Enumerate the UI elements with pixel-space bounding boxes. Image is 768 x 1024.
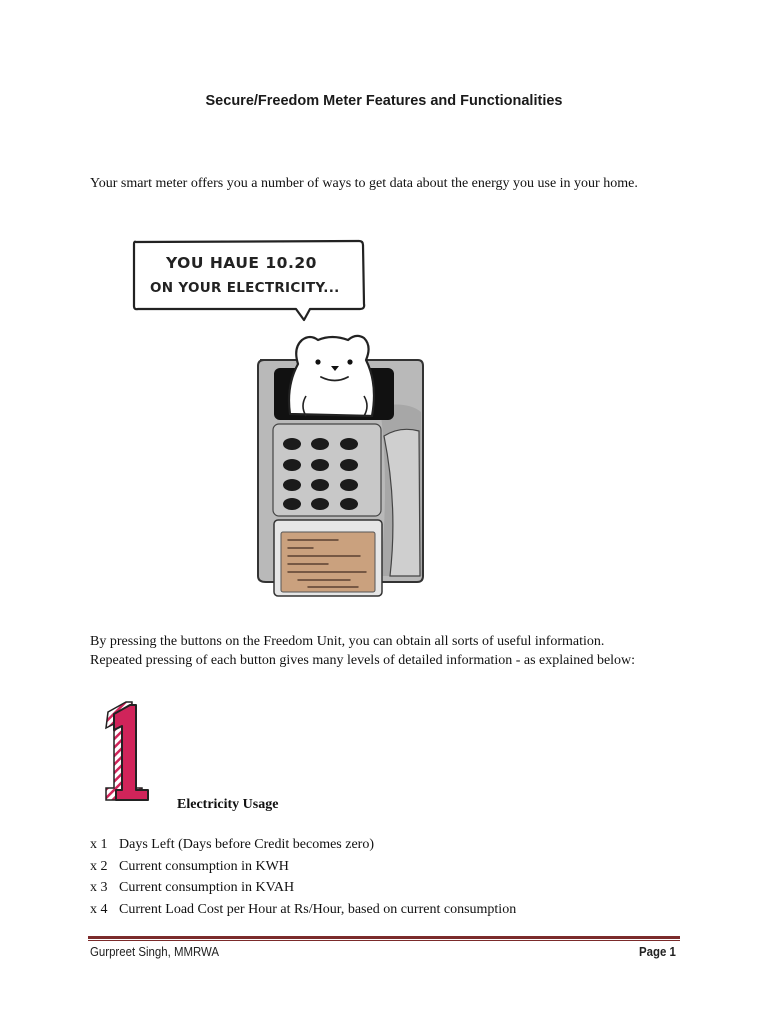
section-number-graphic bbox=[96, 696, 156, 806]
section-heading: Electricity Usage bbox=[177, 797, 279, 812]
feature-text: Current consumption in KVAH bbox=[119, 880, 295, 896]
bear-character bbox=[289, 336, 374, 416]
footer-divider bbox=[88, 936, 680, 941]
feature-item bbox=[90, 856, 516, 878]
feature-item bbox=[90, 899, 516, 921]
feature-item bbox=[90, 834, 516, 856]
feature-list bbox=[90, 834, 516, 921]
instructions-line-2: Repeated pressing of each button gives many levels of detailed information - as explained below: bbox=[90, 653, 636, 668]
feature-text: Days Left (Days before Credit becomes zero) bbox=[119, 837, 375, 852]
feature-multiplier: x 4 bbox=[90, 902, 108, 918]
feature-multiplier: x 1 bbox=[90, 837, 108, 852]
feature-text: Current Load Cost per Hour at Rs/Hour, based on current consumption bbox=[119, 902, 517, 918]
feature-multiplier: x 3 bbox=[90, 880, 108, 896]
instructions-paragraph bbox=[90, 632, 710, 670]
speech-line-1: YOU HAUE 10.20 bbox=[166, 254, 317, 272]
page-number: Page 1 bbox=[639, 944, 676, 959]
meter-illustration bbox=[128, 236, 428, 602]
feature-text: Current consumption in KWH bbox=[119, 858, 289, 874]
feature-item bbox=[90, 877, 516, 899]
section-number: 1 bbox=[96, 696, 97, 697]
footer-author: Gurpreet Singh, MMRWA bbox=[90, 944, 220, 959]
speech-line-2: ON YOUR ELECTRICITY... bbox=[150, 280, 340, 296]
instructions-line-1: By pressing the buttons on the Freedom Unit, you can obtain all sorts of useful information. bbox=[90, 634, 605, 649]
feature-multiplier: x 2 bbox=[90, 858, 108, 874]
document-title: Secure/Freedom Meter Features and Functionalities bbox=[205, 93, 563, 109]
intro-paragraph: Your smart meter offers you a number of ways to get data about the energy you use in your home. bbox=[90, 176, 638, 191]
speech-bubble bbox=[134, 241, 364, 320]
